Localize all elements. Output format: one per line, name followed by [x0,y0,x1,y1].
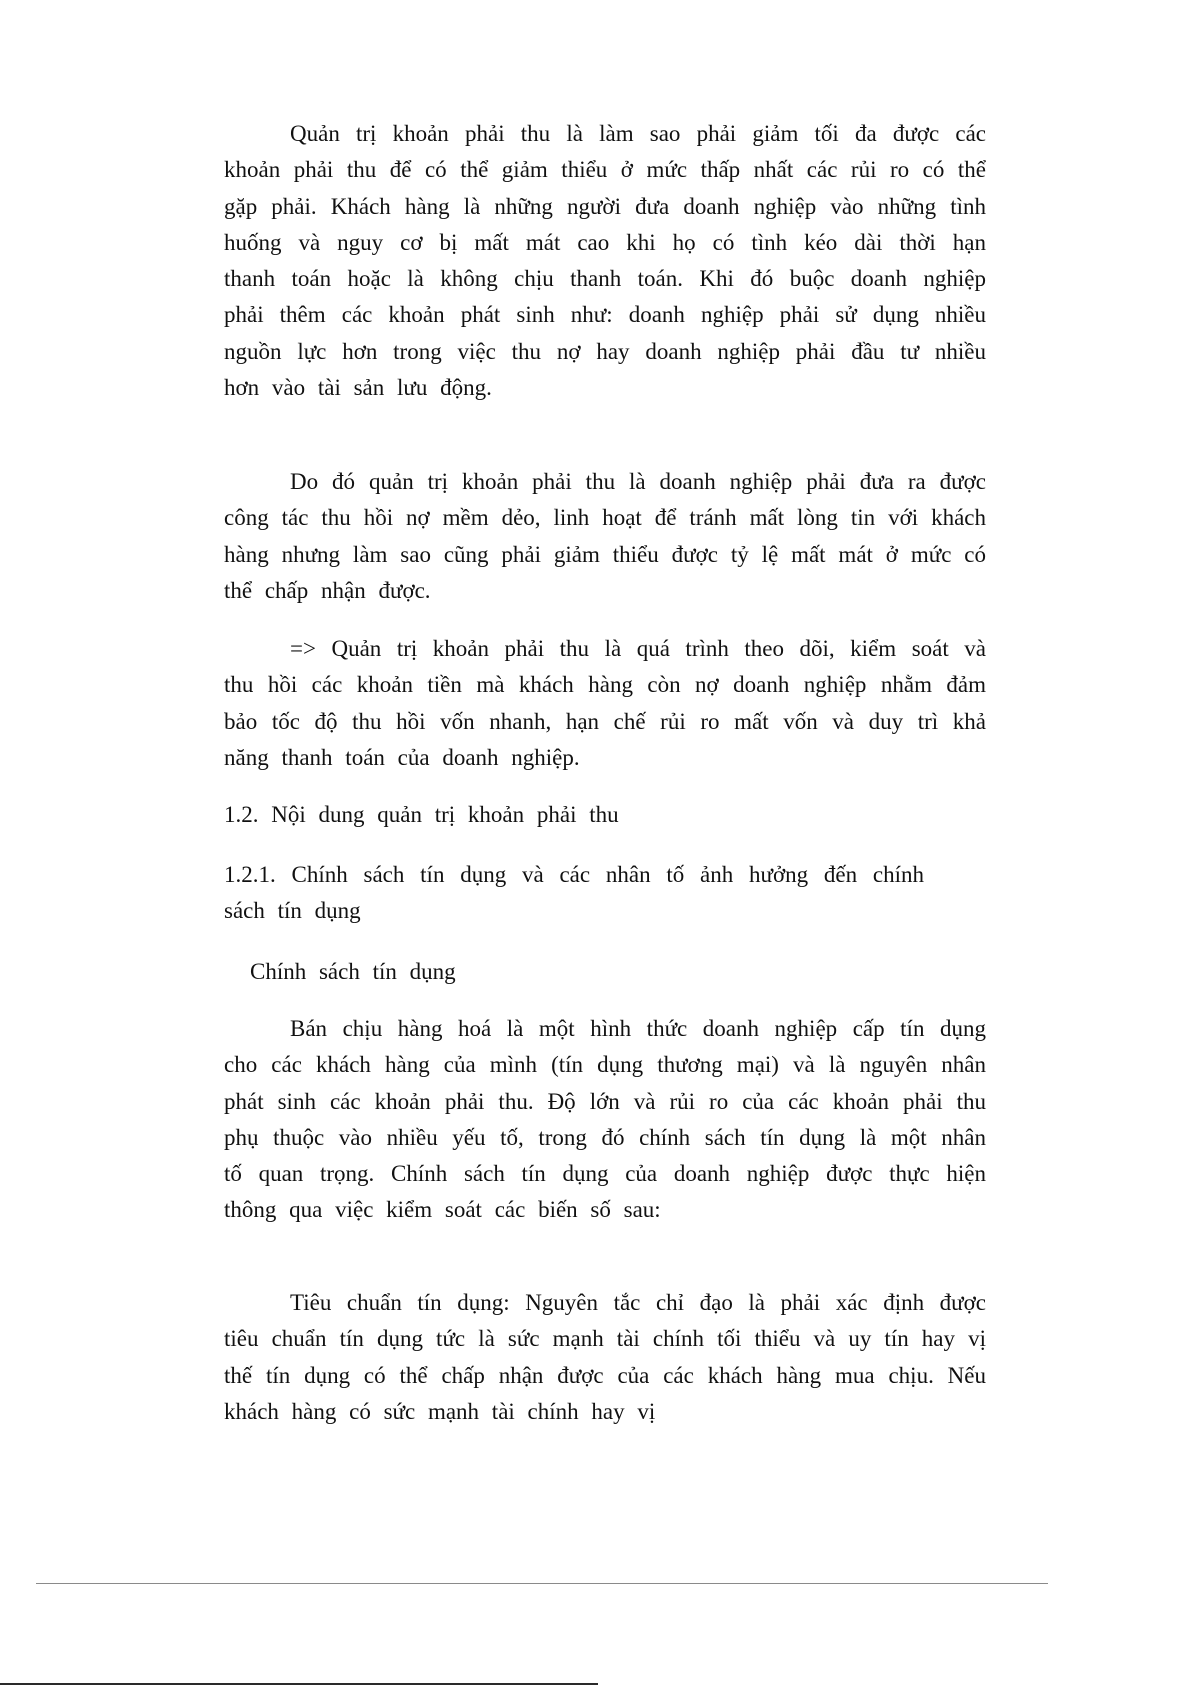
topic-heading: Chính sách tín dụng [250,959,456,984]
credit-standard-text: Tiêu chuẩn tín dụng: Nguyên tắc chỉ đạo là phải xác định được tiêu chuẩn tín dụng tức là sức mạnh tài chính tối thiểu và uy tín hay vị thế tín dụng có thể chấp nhận được của các khách hàng mua chịu. Nếu khách hàng có sức mạnh tài chính hay vị [224,1290,986,1424]
paragraph-therefore-block [224,464,986,609]
paragraph-credit-standard-block [224,1285,986,1430]
topic-heading-block [224,954,986,990]
section-heading: 1.2. Nội dung quản trị khoản phải thu [224,802,619,827]
paragraph-credit-sale: Bán chịu hàng hoá là một hình thức doanh nghiệp cấp tín dụng cho các khách hàng của mình (tín dụng thương mại) và là nguyên nhân phát sinh các khoản phải thu. Độ lớn và rủi ro của các khoản phải thu phụ thuộc vào nhiều yếu tố, trong đó chính sách tín dụng là một nhân tố quan trọng. Chính sách tín dụng của doanh nghiệp được thực hiện thông qua việc kiểm soát các biến số sau: [224,1016,986,1223]
paragraph-credit-sale-block [224,1011,986,1229]
paragraph-intro: Quản trị khoản phải thu là làm sao phải giảm tối đa được các khoản phải thu để có thể giảm thiểu ở mức thấp nhất các rủi ro có thể gặp phải. Khách hàng là những người đưa doanh nghiệp vào những tình huống và nguy cơ bị mất mát cao khi họ có tình kéo dài thời hạn thanh toán hoặc là không chịu thanh toán. Khi đó buộc doanh nghiệp phải thêm các khoản phát sinh như: doanh nghiệp phải sử dụng nhiều nguồn lực hơn trong việc thu nợ hay doanh nghiệp phải đầu tư nhiều hơn vào tài sản lưu động. [224,121,986,401]
paragraph-conclusion: => Quản trị khoản phải thu là quá trình theo dõi, kiểm soát và thu hồi các khoản tiền mà khách hàng còn nợ doanh nghiệp nhằm đảm bảo tốc độ thu hồi vốn nhanh, hạn chế rủi ro mất vốn và duy trì khả năng thanh toán của doanh nghiệp. [224,636,986,770]
paragraph-intro-block [224,116,986,406]
section-heading-block [224,797,986,833]
paragraph-conclusion-block [224,631,986,776]
subsection-heading-block [224,857,924,930]
footer-divider [36,1583,1048,1584]
paragraph-therefore: Do đó quản trị khoản phải thu là doanh nghiệp phải đưa ra được công tác thu hồi nợ mềm dẻo, linh hoạt để tránh mất lòng tin với khách hàng nhưng làm sao cũng phải giảm thiểu được tỷ lệ mất mát ở mức có thể chấp nhận được. [224,469,986,603]
subsection-heading: 1.2.1. Chính sách tín dụng và các nhân tố ảnh hưởng đến chính sách tín dụng [224,862,924,924]
paragraph-credit-standard [224,1285,986,1430]
